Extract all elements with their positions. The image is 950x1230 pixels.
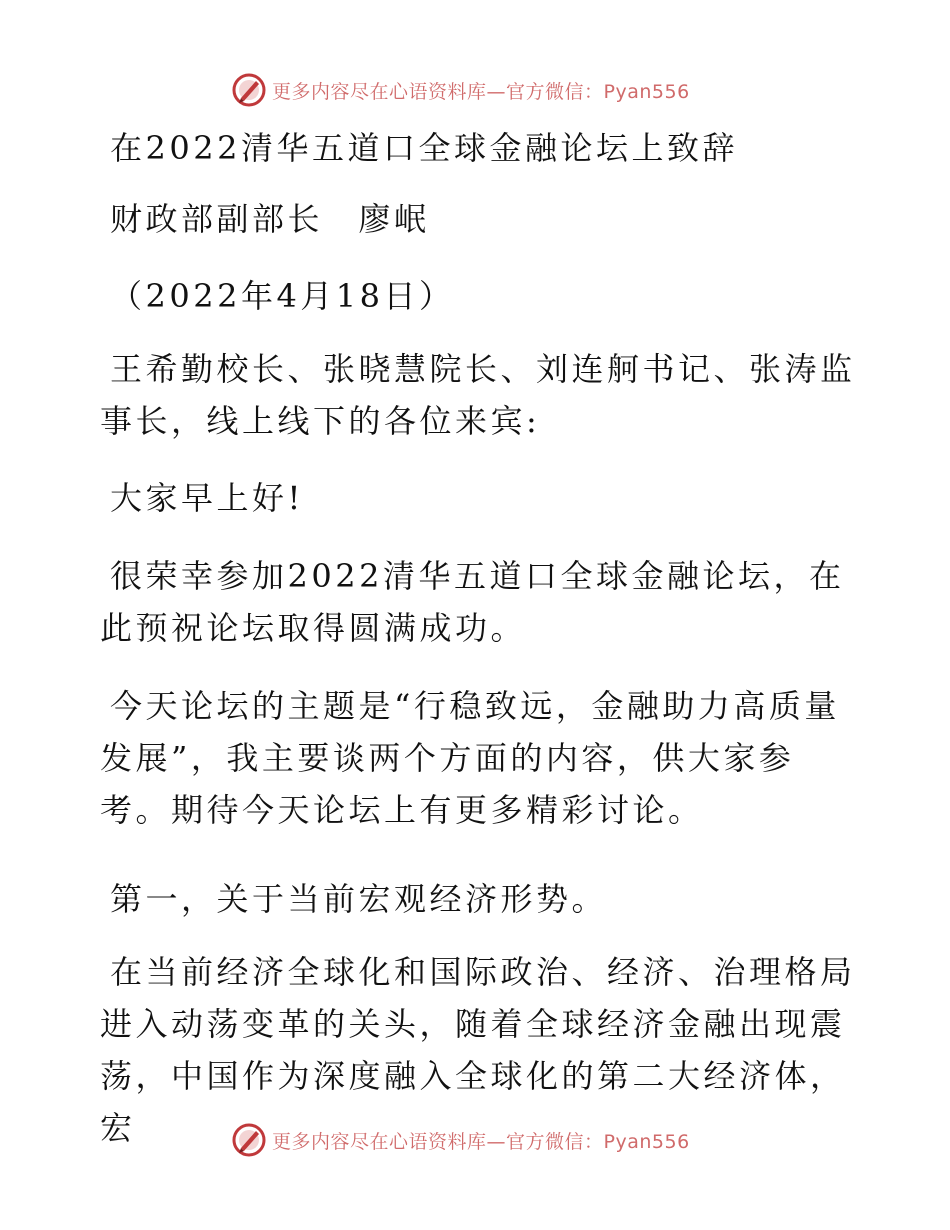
paragraph-forum-wishes: 很荣幸参加2022清华五道口全球金融论坛，在此预祝论坛取得圆满成功。 [100,557,845,647]
speaker-line: 财政部副部长 廖岷 [110,200,430,238]
paragraph-macro-situation: 在当前经济全球化和国际政治、经济、治理格局进入动荡变革的关头，随着全球经济金融出现震荡，中国作为深度融入全球化的第二大经济体，宏 [100,953,856,1147]
paragraph-greeting: 王希勤校长、张晓慧院长、刘连舸书记、张涛监事长，线上线下的各位来宾: [100,350,856,440]
pen-logo-icon [232,73,266,107]
watermark-footer [232,1122,690,1158]
paragraph-good-morning: 大家早上好! [110,479,304,517]
watermark-text: 更多内容尽在心语资料库—官方微信：Pyan556 [272,80,690,103]
document-title: 在2022清华五道口全球金融论坛上致辞 [110,129,738,167]
date-line: （2022年4月18日） [110,277,455,315]
watermark-header [232,72,690,108]
watermark-text: 更多内容尽在心语资料库—官方微信：Pyan556 [272,1130,690,1153]
pen-logo-icon [232,1123,266,1157]
paragraph-section-one: 第一，关于当前宏观经济形势。 [110,880,608,918]
paragraph-forum-theme: 今天论坛的主题是“行稳致远，金融助力高质量发展”，我主要谈两个方面的内容，供大家参考。期待今天论坛上有更多精彩讨论。 [100,687,840,829]
